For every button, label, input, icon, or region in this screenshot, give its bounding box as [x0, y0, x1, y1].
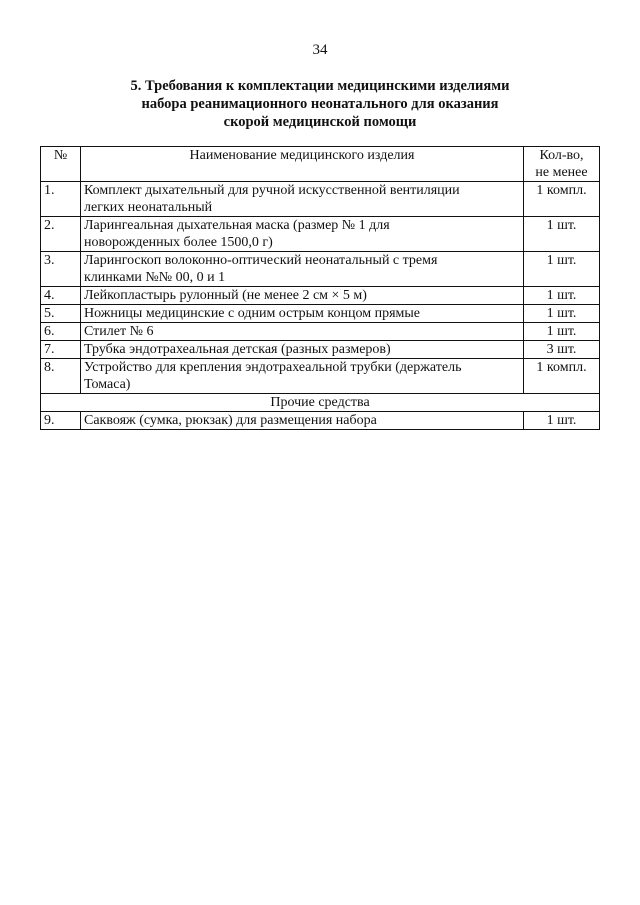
item-name — [81, 359, 524, 394]
heading-line: 5. Требования к комплектации медицинскими изделиями — [130, 78, 510, 94]
section-title: Прочие средства — [41, 394, 600, 412]
item-name-line: легких неонатальный — [84, 200, 213, 215]
item-name-line: клинками №№ 00, 0 и 1 — [84, 270, 226, 285]
table-row — [41, 217, 600, 252]
item-name-line: Лейкопластырь рулонный (не менее 2 см × 5 м) — [84, 288, 367, 303]
item-quantity: 1 шт. — [524, 217, 600, 252]
table-row — [41, 359, 600, 394]
item-quantity: 3 шт. — [524, 341, 600, 359]
item-name-line: Томаса) — [84, 377, 131, 392]
row-number: 9. — [41, 412, 81, 430]
page-number: 34 — [312, 42, 328, 58]
item-name-line: Устройство для крепления эндотрахеальной трубки (держатель — [84, 360, 462, 375]
item-name-line: Стилет № 6 — [84, 324, 154, 339]
table-row — [41, 323, 600, 341]
table-row — [41, 252, 600, 287]
item-name-line: Ножницы медицинские с одним острым концом прямые — [84, 306, 420, 321]
item-name — [81, 323, 524, 341]
item-name — [81, 217, 524, 252]
item-quantity: 1 компл. — [524, 359, 600, 394]
table-header-row — [41, 147, 600, 182]
item-quantity: 1 шт. — [524, 305, 600, 323]
equipment-table — [40, 146, 600, 430]
item-name — [81, 182, 524, 217]
item-quantity: 1 шт. — [524, 287, 600, 305]
item-name-line: Саквояж (сумка, рюкзак) для размещения набора — [84, 413, 377, 428]
heading-line: набора реанимационного неонатального для оказания — [141, 96, 499, 112]
column-header-name: Наименование медицинского изделия — [81, 147, 524, 182]
row-number: 7. — [41, 341, 81, 359]
row-number: 4. — [41, 287, 81, 305]
column-header-quantity-line: Кол-во, — [539, 148, 584, 163]
table-row — [41, 341, 600, 359]
row-number: 1. — [41, 182, 81, 217]
table-row — [41, 412, 600, 430]
heading-line: скорой медицинской помощи — [223, 114, 417, 130]
item-name — [81, 412, 524, 430]
item-quantity: 1 шт. — [524, 412, 600, 430]
row-number: 3. — [41, 252, 81, 287]
item-name-line: новорожденных более 1500,0 г) — [84, 235, 273, 250]
row-number: 8. — [41, 359, 81, 394]
table-row — [41, 287, 600, 305]
item-name-line: Комплект дыхательный для ручной искусственной вентиляции — [84, 183, 460, 198]
item-name — [81, 341, 524, 359]
item-name-line: Ларингоскоп волоконно-оптический неонатальный с тремя — [84, 253, 438, 268]
section-row — [41, 394, 600, 412]
row-number: 6. — [41, 323, 81, 341]
column-header-number: № — [41, 147, 81, 182]
item-name-line: Трубка эндотрахеальная детская (разных размеров) — [84, 342, 391, 357]
table-row — [41, 305, 600, 323]
item-quantity: 1 шт. — [524, 323, 600, 341]
row-number: 5. — [41, 305, 81, 323]
section-heading — [60, 77, 580, 131]
column-header-quantity-line: не менее — [535, 165, 588, 180]
item-name — [81, 287, 524, 305]
table-row — [41, 182, 600, 217]
item-name — [81, 252, 524, 287]
item-name — [81, 305, 524, 323]
item-quantity: 1 компл. — [524, 182, 600, 217]
column-header-quantity — [524, 147, 600, 182]
row-number: 2. — [41, 217, 81, 252]
item-quantity: 1 шт. — [524, 252, 600, 287]
item-name-line: Ларингеальная дыхательная маска (размер № 1 для — [84, 218, 390, 233]
